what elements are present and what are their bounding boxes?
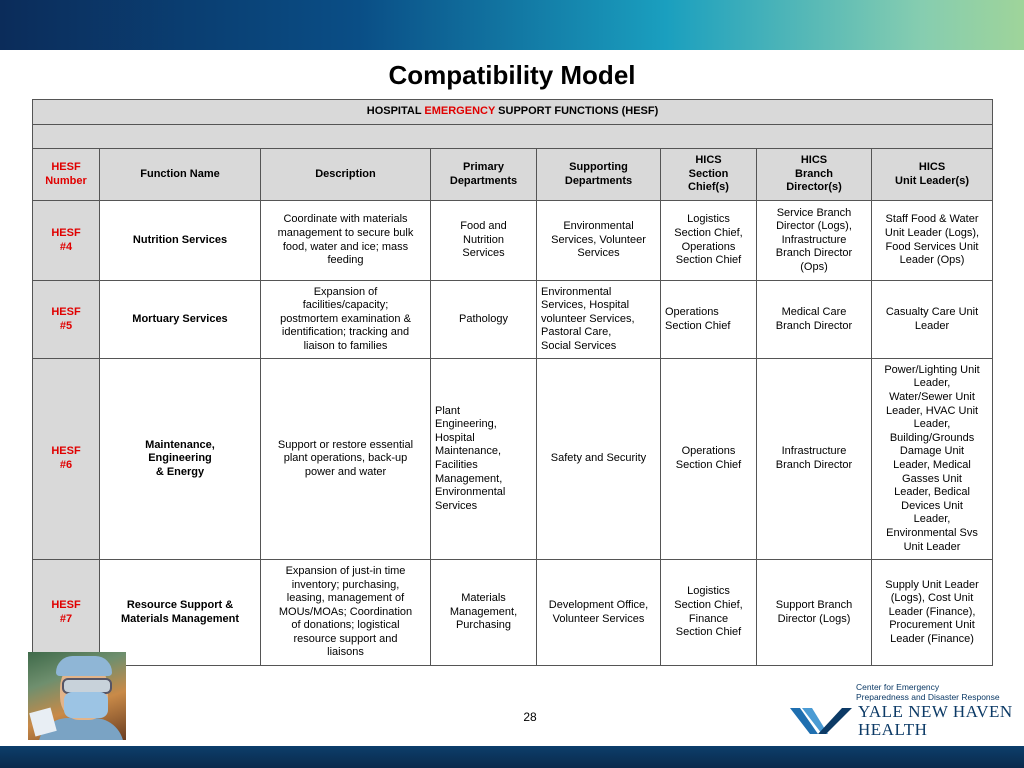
cell-line: Leader, HVAC Unit xyxy=(885,404,979,417)
cell-line: Management, xyxy=(449,605,518,618)
cell-line: #6 xyxy=(59,459,73,471)
cell-line: Infrastructure xyxy=(781,445,847,458)
cell-line: Leader, Bedical xyxy=(894,486,970,499)
cell-line: & Energy xyxy=(155,465,205,478)
cell-line: plant operations, back-up xyxy=(283,452,408,465)
table-blank-row xyxy=(33,125,993,149)
row-function-name xyxy=(100,560,261,666)
row-supporting xyxy=(537,201,661,281)
cell-line: Procurement Unit xyxy=(889,619,975,632)
cell-line: Environmental xyxy=(541,285,612,298)
hesf-table xyxy=(32,99,993,666)
cell-line: Materials Management xyxy=(121,612,239,625)
cell-line: Hospital xyxy=(435,431,475,444)
cell-line: Director (Logs) xyxy=(777,612,851,625)
row-supporting xyxy=(537,281,661,359)
cell-line: volunteer Services, xyxy=(541,312,635,325)
header-number: HESF Number xyxy=(33,149,100,201)
cell-line: Development Office, xyxy=(548,598,649,611)
row-unit-leader xyxy=(872,359,993,560)
cell-line: Expansion of just-in time xyxy=(285,564,406,577)
cell-line: Coordinate with materials xyxy=(283,213,408,226)
row-branch-director xyxy=(757,281,872,359)
cell-line: Pathology xyxy=(459,312,508,325)
cell-line: Medical Care xyxy=(781,305,847,318)
cell-line: Director (Logs), xyxy=(776,220,852,233)
cell-line: Section Chief xyxy=(675,254,742,267)
cell-line: Social Services xyxy=(541,339,617,352)
cell-line: Leader, xyxy=(913,377,951,390)
cell-line: #5 xyxy=(59,319,73,332)
cell-line: Finance xyxy=(688,612,729,625)
header-branch-director: HICS Branch Director(s) xyxy=(757,149,872,201)
row-section-chief xyxy=(661,201,757,281)
row-unit-leader xyxy=(872,560,993,666)
row-number xyxy=(33,281,100,359)
cell-line: Environmental xyxy=(563,220,634,233)
cell-line: Section Chief xyxy=(675,626,742,639)
cell-line: Nutrition Services xyxy=(132,233,228,246)
cell-line: HESF xyxy=(51,305,81,318)
cell-line: Services xyxy=(435,499,478,512)
cell-line: Branch Director xyxy=(775,319,853,332)
row-number xyxy=(33,560,100,666)
cell-line: Engineering xyxy=(148,452,212,465)
header-supporting: Supporting Departments xyxy=(537,149,661,201)
cell-line: liaisons xyxy=(327,646,364,659)
row-description xyxy=(261,201,431,281)
cell-line: Leader, xyxy=(913,418,951,431)
cell-line: Support Branch xyxy=(775,598,853,611)
cell-line: Section Chief xyxy=(665,319,731,332)
cell-line: Branch Director xyxy=(775,247,853,260)
banner-pre: HOSPITAL xyxy=(366,105,425,118)
cell-line: Management, xyxy=(435,472,503,485)
logo-tagline: Center for Emergency Preparedness and Disaster Response xyxy=(856,682,1000,702)
cell-line: Safety and Security xyxy=(550,452,647,465)
cell-line: Maintenance, xyxy=(435,445,502,458)
cell-line: Section Chief xyxy=(675,459,742,471)
row-supporting xyxy=(537,560,661,666)
cell-line: HESF xyxy=(51,226,81,239)
row-section-chief xyxy=(661,281,757,359)
row-number xyxy=(33,201,100,281)
table-row xyxy=(33,359,993,560)
cell-line: Infrastructure xyxy=(781,233,847,246)
cell-line: Environmental Svs xyxy=(886,526,978,539)
cell-line: Expansion of xyxy=(313,285,378,298)
cell-line: Facilities xyxy=(435,459,478,471)
cell-line: Staff Food & Water xyxy=(885,213,979,226)
cell-line: Unit Leader (Logs), xyxy=(884,226,980,239)
cell-line: HESF xyxy=(51,598,81,611)
cell-line: Services xyxy=(462,247,505,260)
table-header-row xyxy=(33,149,993,201)
header-unit-leader: HICS Unit Leader(s) xyxy=(872,149,993,201)
header-section-chief: HICS Section Chief(s) xyxy=(661,149,757,201)
cell-line: Operations xyxy=(681,240,736,253)
row-description xyxy=(261,560,431,666)
row-description xyxy=(261,281,431,359)
row-section-chief xyxy=(661,359,757,560)
cell-line: Supply Unit Leader xyxy=(885,578,979,591)
cell-line: power and water xyxy=(304,465,387,478)
table-banner xyxy=(33,100,993,125)
cell-line: Support or restore essential xyxy=(277,438,414,451)
row-unit-leader xyxy=(872,281,993,359)
cell-line: Materials xyxy=(461,592,506,605)
row-function-name xyxy=(100,359,261,560)
cell-line: postmortem examination & xyxy=(280,312,411,325)
cell-line: management to secure bulk xyxy=(277,226,414,239)
banner-emphasis: EMERGENCY xyxy=(424,105,496,118)
surgical-cap-shape xyxy=(56,656,112,676)
cell-line: MOUs/MOAs; Coordination xyxy=(278,605,413,618)
cell-line: Logistics xyxy=(687,585,730,598)
cell-line: liaison to families xyxy=(303,339,388,352)
cell-line: Pastoral Care, xyxy=(541,326,612,339)
row-primary xyxy=(431,560,537,666)
cell-line: food, water and ice; mass xyxy=(282,240,409,253)
header-primary: Primary Departments xyxy=(431,149,537,201)
row-branch-director xyxy=(757,201,872,281)
cell-line: feeding xyxy=(327,254,364,267)
cell-line: Devices Unit xyxy=(901,499,963,512)
cell-line: Leader (Finance), xyxy=(888,605,976,618)
table-row xyxy=(33,201,993,281)
cell-line: Section Chief, xyxy=(674,226,743,239)
page-title: Compatibility Model xyxy=(388,60,636,90)
cell-line: Volunteer Services xyxy=(552,612,645,625)
yale-new-haven-wave-icon xyxy=(788,704,854,738)
cell-line: Plant xyxy=(435,404,461,417)
cell-line: Food and xyxy=(460,220,507,233)
cell-line: Services, Volunteer xyxy=(551,233,646,246)
cell-line: Engineering, xyxy=(435,418,497,431)
cell-line: Mortuary Services xyxy=(132,312,228,325)
row-primary xyxy=(431,359,537,560)
cell-line: facilities/capacity; xyxy=(302,299,389,312)
cell-line: HESF xyxy=(51,445,81,458)
cell-line: Unit Leader xyxy=(903,540,961,553)
cell-line: Leader, xyxy=(913,513,951,526)
row-branch-director xyxy=(757,560,872,666)
cell-line: Service Branch xyxy=(776,206,852,219)
row-number xyxy=(33,359,100,560)
cell-line: Casualty Care Unit xyxy=(885,305,979,318)
cell-line: of donations; logistical xyxy=(291,619,400,632)
header-description: Description xyxy=(261,149,431,201)
row-primary xyxy=(431,281,537,359)
cell-line: Branch Director xyxy=(775,459,853,471)
row-function-name xyxy=(100,201,261,281)
cell-line: Gasses Unit xyxy=(902,472,962,485)
cell-line: leasing, management of xyxy=(286,592,405,605)
cell-line: (Ops) xyxy=(800,260,828,273)
cell-line: Leader (Ops) xyxy=(899,254,965,267)
row-description xyxy=(261,359,431,560)
cell-line: Leader, Medical xyxy=(893,459,971,471)
cell-line: Leader xyxy=(914,319,950,332)
cell-line: Operations xyxy=(665,305,719,318)
row-branch-director xyxy=(757,359,872,560)
cell-line: Purchasing xyxy=(455,619,512,632)
top-banner-bar xyxy=(0,0,1024,50)
page-number: 28 xyxy=(523,710,537,724)
face-mask-shape xyxy=(64,692,108,718)
cell-line: Food Services Unit xyxy=(885,240,979,253)
cell-line: Services xyxy=(577,247,620,260)
cell-line: Services, Hospital xyxy=(541,299,630,312)
header-function-name: Function Name xyxy=(100,149,261,201)
cell-line: Leader (Finance) xyxy=(890,632,974,645)
cell-line: Logistics xyxy=(687,213,730,226)
cell-line: #7 xyxy=(59,612,73,625)
cell-line: Nutrition xyxy=(463,233,504,246)
cell-line: Building/Grounds xyxy=(889,431,975,444)
table-row xyxy=(33,560,993,666)
cell-line: Environmental xyxy=(435,486,506,499)
cell-line: Water/Sewer Unit xyxy=(889,391,975,404)
bottom-banner-bar xyxy=(0,746,1024,768)
cell-line: resource support and xyxy=(293,632,398,645)
medical-worker-photo xyxy=(28,652,126,740)
cell-line: Operations xyxy=(681,445,736,458)
cell-line: (Logs), Cost Unit xyxy=(890,592,974,605)
cell-line: Section Chief, xyxy=(674,598,743,611)
cell-line: identification; tracking and xyxy=(281,326,410,339)
row-function-name xyxy=(100,281,261,359)
banner-post: SUPPORT FUNCTIONS (HESF) xyxy=(495,105,659,118)
row-supporting xyxy=(537,359,661,560)
table-row xyxy=(33,281,993,359)
row-primary xyxy=(431,201,537,281)
cell-line: Damage Unit xyxy=(899,445,965,458)
cell-line: Power/Lighting Unit xyxy=(884,363,980,376)
cell-line: Resource Support & xyxy=(126,598,234,611)
logo-wordmark: YALE NEW HAVEN HEALTH xyxy=(858,702,1013,739)
cell-line: inventory; purchasing, xyxy=(291,578,400,591)
cell-line: Maintenance, xyxy=(145,438,215,451)
row-unit-leader xyxy=(872,201,993,281)
cell-line: #4 xyxy=(59,240,73,253)
row-section-chief xyxy=(661,560,757,666)
